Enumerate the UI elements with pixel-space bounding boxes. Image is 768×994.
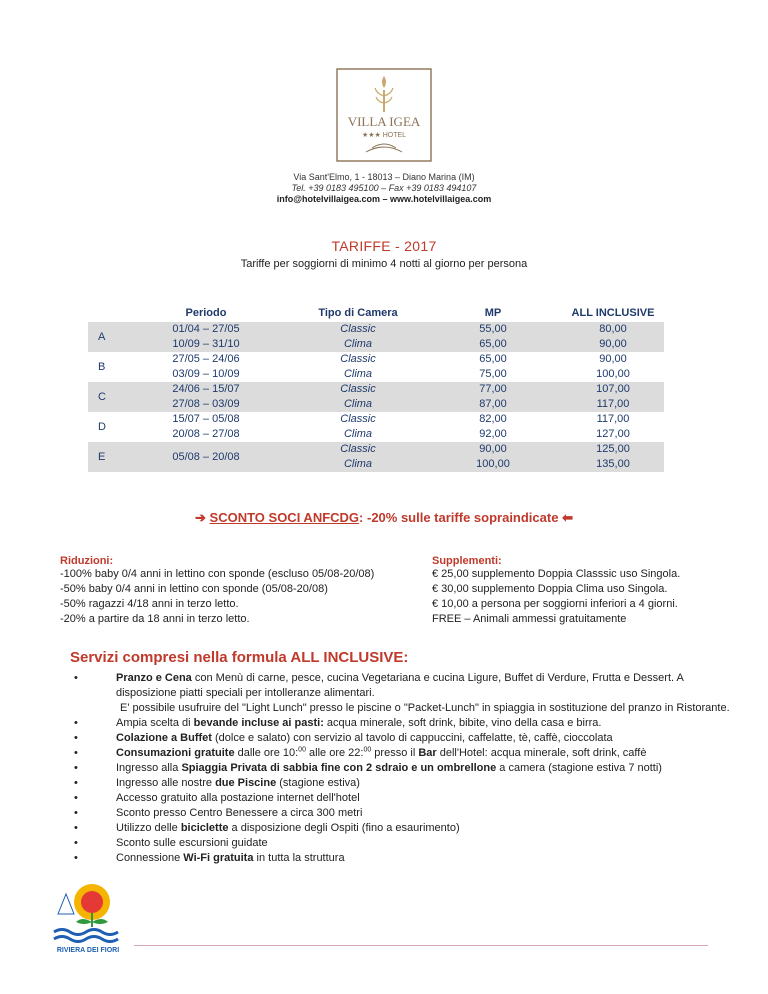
rate-row-a	[88, 322, 664, 352]
rate-code: D	[98, 421, 106, 433]
discount-banner	[0, 510, 768, 526]
rate-code: C	[98, 391, 106, 403]
service-text: Ingresso alle nostre	[116, 777, 216, 789]
arrow-left-icon: ⬅	[562, 510, 573, 525]
rate-room: Classic	[340, 413, 376, 425]
service-text: Sconto presso Centro Benessere a circa 300 metri	[116, 807, 363, 819]
rate-all-inclusive: 90,00	[599, 353, 627, 365]
rate-room: Clima	[343, 458, 373, 470]
bullet-icon: •	[74, 732, 78, 744]
hotel-logo	[336, 68, 432, 162]
header-mp: MP	[484, 307, 502, 319]
service-strong: Pranzo e Cena	[116, 672, 192, 684]
reduction-item: -100% baby 0/4 anni in lettino con sponde (escluso 05/08-20/08)	[60, 568, 375, 580]
bullet-icon: •	[74, 717, 78, 729]
address-street: Via Sant'Elmo, 1 - 18013 – Diano Marina (IM)	[293, 172, 475, 182]
rate-period: 10/09 – 31/10	[172, 338, 240, 350]
rate-all-inclusive: 100,00	[596, 368, 630, 380]
rate-mp: 87,00	[479, 398, 507, 410]
supplement-item: € 30,00 supplemento Doppia Clima uso Singola.	[432, 583, 668, 595]
service-text: dell'Hotel: acqua minerale, soft drink, caffè	[436, 747, 647, 759]
logo-hotel-line	[336, 131, 432, 139]
page-subtitle: Tariffe per soggiorni di minimo 4 notti al giorno per persona	[240, 258, 528, 270]
service-strong: Bar	[418, 747, 437, 759]
rate-room: Classic	[340, 443, 376, 455]
page-title: TARIFFE - 2017	[331, 238, 437, 254]
rate-all-inclusive: 117,00	[596, 413, 630, 425]
service-text: con Menù di carne, pesce, cucina Vegetariana e cucina Ligure, Buffet di Verdure, Frutta e Dessert. A disposizione piatti speciali per intolleranze alimentari.	[116, 672, 684, 699]
rate-all-inclusive: 90,00	[599, 338, 627, 350]
service-item	[74, 761, 734, 776]
service-item	[74, 716, 734, 731]
discount-label: SCONTO SOCI ANFCDG	[209, 510, 360, 525]
rate-all-inclusive: 127,00	[596, 428, 630, 440]
logo-subtitle: HOTEL	[382, 132, 407, 139]
service-text: E' possibile usufruire del "Light Lunch" presso le piscine o "Packet-Lunch" in spiaggia in sostituzione del pranzo in Ristorante.	[120, 702, 730, 714]
address-contacts: info@hotelvillaigea.com – www.hotelvillaigea.com	[276, 194, 492, 204]
service-strong: bevande incluse ai pasti:	[193, 717, 324, 729]
service-strong: Colazione a Buffet	[116, 732, 212, 744]
services-title: Servizi compresi nella formula ALL INCLUSIVE:	[70, 649, 409, 666]
service-text: a disposizione degli Ospiti (fino a esaurimento)	[228, 822, 460, 834]
rate-room: Clima	[343, 338, 373, 350]
service-text: Connessione	[116, 852, 184, 864]
rate-room: Clima	[343, 428, 373, 440]
rate-mp: 65,00	[479, 338, 507, 350]
rate-mp: 90,00	[479, 443, 507, 455]
service-item	[74, 821, 734, 836]
flower-sun-icon	[50, 880, 126, 946]
riviera-logo	[50, 880, 126, 960]
service-text: alle ore 22:	[305, 747, 364, 759]
rate-room: Classic	[340, 323, 376, 335]
rate-mp: 75,00	[479, 368, 507, 380]
rate-all-inclusive: 107,00	[596, 383, 630, 395]
rate-period: 15/07 – 05/08	[172, 413, 240, 425]
service-strong: Consumazioni gratuite	[116, 747, 235, 759]
service-text: a camera (stagione estiva 7 notti)	[496, 762, 662, 774]
service-superscript: 00	[298, 746, 306, 754]
service-text: dalle ore 10:	[234, 747, 299, 759]
rate-all-inclusive: 80,00	[599, 323, 627, 335]
rate-room: Classic	[340, 353, 376, 365]
service-strong: Spiaggia Privata di sabbia fine con 2 sdraio e un ombrellone	[181, 762, 497, 774]
bullet-icon: •	[74, 762, 78, 774]
arrow-right-icon: ➔	[195, 510, 206, 525]
bullet-icon: •	[74, 852, 78, 864]
service-item	[74, 806, 734, 821]
service-item	[74, 776, 734, 791]
rate-mp: 82,00	[479, 413, 507, 425]
service-item	[74, 791, 734, 806]
rate-period: 03/09 – 10/09	[172, 368, 240, 380]
service-superscript: 00	[363, 746, 372, 754]
rate-room: Clima	[343, 398, 373, 410]
rate-code: A	[98, 331, 106, 343]
rate-all-inclusive: 125,00	[596, 443, 630, 455]
rate-period: 01/04 – 27/05	[172, 323, 240, 335]
rate-mp: 55,00	[479, 323, 507, 335]
service-item	[74, 836, 734, 851]
rate-row-c	[88, 382, 664, 412]
rate-code: E	[98, 451, 106, 463]
footer-divider	[134, 945, 708, 946]
rate-mp: 65,00	[479, 353, 507, 365]
bullet-icon: •	[74, 747, 78, 759]
reduction-item: -50% baby 0/4 anni in lettino con sponde (05/08-20/08)	[60, 583, 328, 595]
service-text: Accesso gratuito alla postazione internet dell'hotel	[116, 792, 360, 804]
service-item	[74, 746, 734, 761]
bullet-icon: •	[74, 777, 78, 789]
reduction-item: -50% ragazzi 4/18 anni in terzo letto.	[60, 598, 239, 610]
service-text: presso il	[371, 747, 419, 759]
rate-row-d	[88, 412, 664, 442]
bullet-icon: •	[74, 807, 78, 819]
bullet-icon: •	[74, 837, 78, 849]
service-item	[74, 731, 734, 746]
service-text: in tutta la struttura	[253, 852, 345, 864]
rate-all-inclusive: 117,00	[596, 398, 630, 410]
supplements-block	[432, 555, 752, 627]
bullet-icon: •	[74, 792, 78, 804]
service-text: Ampia scelta di	[116, 717, 194, 729]
service-text: (dolce e salato) con servizio al tavolo di cappuccini, caffelatte, tè, caffè, cioccolata	[211, 732, 613, 744]
rate-all-inclusive: 135,00	[596, 458, 630, 470]
logo-stars: ★★★	[361, 132, 381, 139]
rate-mp: 100,00	[476, 458, 510, 470]
supplement-item: € 25,00 supplemento Doppia Classsic uso Singola.	[432, 568, 681, 580]
rate-period: 27/05 – 24/06	[172, 353, 240, 365]
bullet-icon: •	[74, 672, 78, 684]
supplements-title: Supplementi:	[432, 555, 502, 567]
service-text: acqua minerale, soft drink, bibite, vino della casa e birra.	[323, 717, 602, 729]
rate-room: Classic	[340, 383, 376, 395]
services-list	[74, 671, 734, 866]
service-item	[74, 851, 734, 866]
rate-period: 20/08 – 27/08	[172, 428, 240, 440]
rate-period: 27/08 – 03/09	[172, 398, 240, 410]
logo-name: VILLA IGEA	[347, 114, 421, 129]
rate-mp: 77,00	[479, 383, 507, 395]
rate-period: 24/06 – 15/07	[172, 383, 240, 395]
header-all-inclusive: ALL INCLUSIVE	[571, 307, 655, 319]
rate-row-b	[88, 352, 664, 382]
header-period: Periodo	[185, 307, 227, 319]
service-text: Sconto sulle escursioni guidate	[116, 837, 268, 849]
service-text: Utilizzo delle	[116, 822, 181, 834]
reductions-block	[60, 555, 420, 627]
rate-code: B	[98, 361, 106, 373]
service-item	[74, 671, 734, 716]
service-strong: due Piscine	[215, 777, 277, 789]
supplement-item: FREE – Animali ammessi gratuitamente	[432, 613, 627, 625]
reductions-title: Riduzioni:	[60, 555, 114, 567]
riviera-label: RIVIERA DEI FIORI	[56, 947, 120, 954]
service-strong: biciclette	[180, 822, 229, 834]
discount-text: : -20% sulle tariffe sopraindicate	[359, 510, 559, 525]
supplement-item: € 10,00 a persona per soggiorni inferiori a 4 giorni.	[432, 598, 678, 610]
service-text: (stagione estiva)	[276, 777, 360, 789]
rate-period: 05/08 – 20/08	[172, 451, 240, 463]
hotel-address	[0, 172, 768, 205]
address-phone: Tel. +39 0183 495100 – Fax +39 0183 494107	[291, 183, 477, 193]
service-text: Ingresso alla	[116, 762, 182, 774]
header-room: Tipo di Camera	[318, 307, 398, 319]
bullet-icon: •	[74, 822, 78, 834]
rate-row-e	[88, 442, 664, 472]
rate-room: Clima	[343, 368, 373, 380]
service-strong: Wi-Fi gratuita	[183, 852, 254, 864]
reduction-item: -20% a partire da 18 anni in terzo letto.	[60, 613, 250, 625]
rate-mp: 92,00	[479, 428, 507, 440]
